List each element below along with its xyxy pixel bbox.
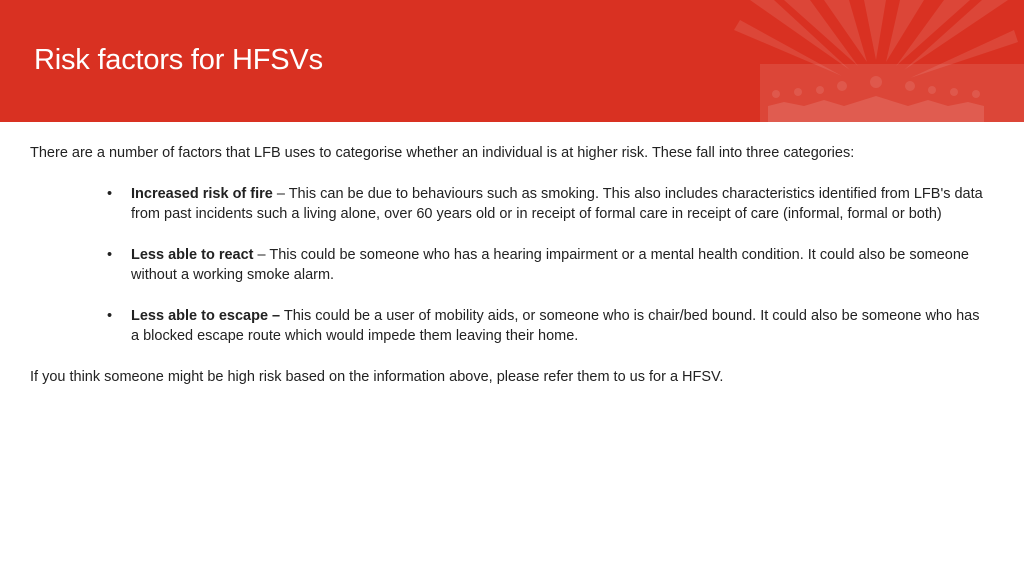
list-item [107,245,989,286]
header-banner [0,0,1024,122]
closing-text: If you think someone might be high risk based on the information above, please refer them to us for a HFSV. [30,368,724,385]
risk-title: Less able to escape – [131,307,281,324]
risk-title: Increased risk of fire [131,185,273,202]
risk-category-list [30,184,990,347]
list-item [107,306,989,347]
page-title: Risk factors for HFSVs [34,44,323,76]
bullet-icon: • [107,246,113,263]
bullet-icon: • [107,307,113,324]
intro-text: There are a number of factors that LFB uses to categorise whether an individual is at higher risk. These fall into three categories: [30,145,855,161]
crown-watermark-icon [664,0,1024,122]
risk-description: – This could be someone who has a hearing impairment or a mental health condition. It could also be someone without a working smoke alarm. [131,246,969,283]
bullet-icon: • [107,185,113,202]
risk-title: Less able to react [131,246,254,263]
risk-description: – This can be due to behaviours such as smoking. This also includes characteristics identified from LFB's data from past incidents such a living alone, over 60 years old or in receipt of formal care in receipt of care (informal, formal or both) [131,185,983,222]
body-content [30,143,990,387]
risk-description: This could be a user of mobility aids, or someone who is chair/bed bound. It could also be someone who has a blocked escape route which would impede them leaving their home. [131,307,980,344]
list-item [107,184,989,225]
